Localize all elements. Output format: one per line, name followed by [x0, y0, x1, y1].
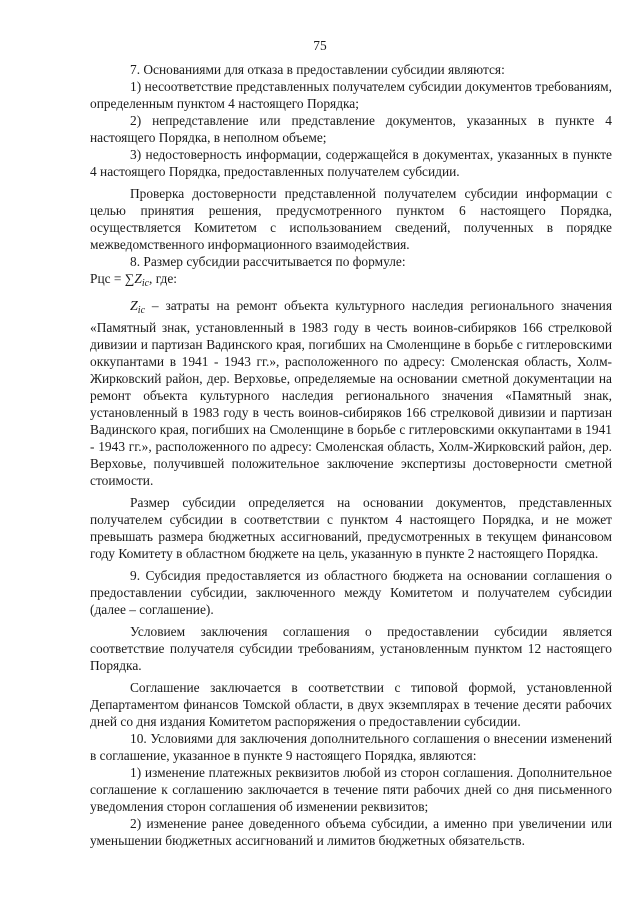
- subsidy-formula: [90, 270, 612, 292]
- z-variable: Z: [130, 299, 138, 314]
- paragraph-agreement-condition: Условием заключения соглашения о предоставлении субсидии является соответствие получателя субсидии требованиям, установленным пунктом 12 настоящего Порядка.: [90, 624, 612, 673]
- z-definition: [90, 297, 612, 489]
- paragraph-subsidy-size: Размер субсидии определяется на основании документов, представленных получателем субсидии в соответствии с пунктом 4 настоящего Порядка, и не может превышать размера бюджетных ассигнований, предусмотренных в текущем финансовом году Комитету в областном бюджете на цель, указанную в пункте 2 настоящего Порядка.: [90, 495, 612, 561]
- z-definition-text: – затраты на ремонт объекта культурного наследия регионального значения «Памятный знак, установленный в 1983 году в честь воинов-сибиряков 166 стрелковой дивизии и партизан Вадинского края, погибших на Смоленщине в борьбе с гитлеровскими оккупантами в 1941 - 1943 гг.», расположенного по адресу: Смоленская область, Холм-Жирковский район, дер. Верховье, определяемые на основании сметной документации на ремонт объекта культурного наследия регионального значения «Памятный знак, установленный в 1983 году в честь воинов-сибиряков 166 стрелковой дивизии и партизан Вадинского края, погибших на Смоленщине в борьбе с гитлеровскими оккупантами в 1941 - 1943 гг.», расположенного по адресу: Смоленская область, Холм-Жирковский район, дер. Верховье, получившей положительное заключение экспертизы достоверности сметной стоимости.: [90, 298, 612, 488]
- paragraph-agreement-form: Соглашение заключается в соответствии с типовой формой, установленной Департаментом финансов Томской области, в двух экземплярах в течение десяти рабочих дней со дня издания Комитетом распоряжения о предоставлении субсидии.: [90, 680, 612, 729]
- formula-variable: Z: [134, 271, 142, 286]
- paragraph-10-heading: 10. Условиями для заключения дополнительного соглашения о внесении изменений в соглашение, указанное в пункте 9 настоящего Порядка, являются:: [90, 731, 612, 763]
- paragraph-7-item-3: 3) недостоверность информации, содержащейся в документах, указанных в пункте 4 настоящего Порядка, предоставленных получателем субсидии.: [90, 147, 612, 179]
- paragraph-10-item-1: 1) изменение платежных реквизитов любой из сторон соглашения. Дополнительное соглашение к соглашению заключается в течение пяти рабочих дней со дня письменного уведомления сторон соглашения об изменении реквизитов;: [90, 765, 612, 814]
- paragraph-verification: Проверка достоверности представленной получателем субсидии информации с целью принятия решения, предусмотренного пунктом 6 настоящего Порядка, осуществляется Комитетом с использованием сведений, полученных в порядке межведомственного информационного взаимодействия.: [90, 186, 612, 252]
- paragraph-9: 9. Субсидия предоставляется из областного бюджета на основании соглашения о предоставлении субсидии, заключенного между Комитетом и получателем субсидии (далее – соглашение).: [90, 568, 612, 617]
- z-subscript: iс: [137, 305, 146, 316]
- paragraph-7-item-2: 2) непредставление или представление документов, указанных в пункте 4 настоящего Порядка, в неполном объеме;: [90, 113, 612, 145]
- document-body: [90, 61, 612, 849]
- formula-subscript: iс: [141, 278, 150, 289]
- paragraph-10-item-2: 2) изменение ранее доведенного объема субсидии, а именно при увеличении или уменьшении бюджетных ассигнований и лимитов бюджетных обязательств.: [90, 816, 612, 848]
- page-number: 75: [313, 38, 327, 53]
- formula-lhs: Рцс = ∑: [90, 271, 135, 286]
- paragraph-8-heading: 8. Размер субсидии рассчитывается по формуле:: [130, 254, 406, 269]
- paragraph-7-heading: 7. Основаниями для отказа в предоставлении субсидии являются:: [130, 62, 505, 77]
- paragraph-7-item-1: 1) несоответствие представленных получателем субсидии документов требованиям, определенным пунктом 4 настоящего Порядка;: [90, 79, 612, 111]
- formula-tail: , где:: [149, 271, 178, 286]
